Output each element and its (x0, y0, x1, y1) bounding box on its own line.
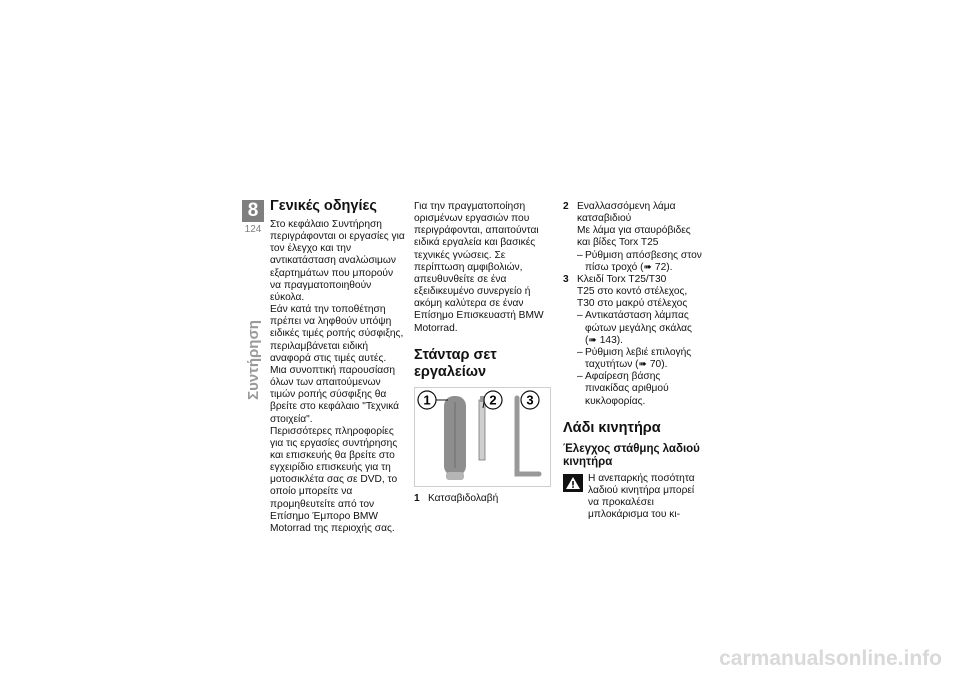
warning-note (563, 473, 703, 522)
dash-item: – Ρύθμιση απόσβεσης στον πίσω τροχό (➠ 72). (577, 249, 702, 273)
callout-1-label: 1 (423, 392, 431, 408)
column-3 (563, 201, 703, 521)
heading-toolkit: Στάνταρ σετ εργαλείων (414, 346, 497, 380)
callout-2-label: 2 (489, 392, 497, 408)
dash-text: Αφαίρεση βάσης πινακίδας αριθμού κυκλοφορίας. (585, 371, 669, 407)
section-title-vertical (238, 320, 268, 400)
dash-item: – Αντικατάσταση λάμπας φώτων μεγάλης σκάλας (➠ 143). (577, 310, 703, 346)
callout-3 (521, 391, 539, 409)
subheading-oil-level-check: Έλεγχος στάθμης λαδιού κινητήρα (563, 442, 700, 468)
callout-1 (418, 391, 448, 409)
page-number: 124 (244, 224, 262, 235)
toolkit-figure (414, 387, 551, 487)
paragraph: Στο κεφάλαιο Συντήρηση περιγράφονται οι εργασίες για τον έλεγχο και την αντικατάσταση αναλώσιμων εξαρτημάτων που μπορούν να πραγματοποιηθούν εύκολα. (270, 219, 405, 303)
heading-general-instructions: Γενικές οδηγίες (270, 198, 377, 214)
item-number: 1 (414, 492, 420, 504)
list-item-3 (563, 274, 703, 408)
callout-2 (483, 391, 502, 409)
item-number: 2 (563, 201, 569, 212)
dash-text: Αντικατάσταση λάμπας φώτων μεγάλης σκάλας (➠ 143). (585, 310, 692, 346)
paragraph: Εάν κατά την τοποθέτηση πρέπει να ληφθούν υπόψη ειδικές τιμές ροπής σύσφιξης, περιλαμβάνεται ειδική αναφορά στις τιμές αυτές. Μια συνοπτική παρουσίαση όλων των απαιτούμενων τιμών ροπής σύσφιξης θα βρείτε στο κεφάλαιο "Τεχνικά στοιχεία". (270, 304, 404, 425)
item-detail: T25 στο κοντό στέλεχος, T30 στο μακρύ στέλεχος (577, 286, 688, 310)
warning-icon (563, 474, 583, 492)
screwdriver-handle (444, 396, 466, 480)
item-title: Εναλλασσόμενη λάμα κατσαβιδιού (577, 201, 676, 225)
heading-engine-oil: Λάδι κινητήρα (563, 419, 661, 436)
dash-text: Ρύθμιση απόσβεσης στον πίσω τροχό (➠ 72). (585, 249, 702, 273)
paragraph: Για την πραγματοποίηση ορισμένων εργασιών που περιγράφονται, απαιτούνται ειδικά εργαλεία και βασικές τεχνικές γνώσεις. Σε περίπτωση αμφιβολιών, απευθυνθείτε σε ένα εξειδικευμένο συνεργείο ή ακόμη καλύτερα σε έναν Επίσημο Επισκευαστή BMW Motorrad. (414, 201, 544, 334)
item-number: 3 (563, 273, 569, 285)
column-1 (270, 198, 405, 535)
watermark: carmanualsonline.info (719, 647, 942, 670)
chapter-tab: 8 (242, 200, 264, 222)
item-text: Κατσαβιδολαβή (428, 492, 499, 504)
warning-text: Η ανεπαρκής ποσότητα λαδιού κινητήρα μπορεί να προκαλέσει μπλοκάρισμα του κι- (588, 472, 695, 521)
list-item-2 (563, 201, 703, 274)
section-title-text: Συντήρηση (244, 320, 262, 400)
torx-key (517, 398, 539, 474)
item-detail: Με λάμα για σταυρόβιδες και βίδες Torx T25 (577, 225, 691, 249)
toolkit-illustration (415, 388, 550, 486)
callout-3-label: 3 (526, 392, 534, 408)
dash-item: – Αφαίρεση βάσης πινακίδας αριθμού κυκλοφορίας. (577, 371, 703, 407)
column-2 (414, 201, 549, 505)
paragraph: Περισσότερες πληροφορίες για τις εργασίες συντήρησης και επισκευής θα βρείτε στο εγχειρίδιο επισκευής για τη μοτοσικλέτα σας σε DVD, το οποίο μπορείτε να προμηθευτείτε από τον Επίσημο Έμπορο BMW Motorrad της περιοχής σας. (270, 425, 398, 534)
screwdriver-blade (479, 396, 485, 460)
list-item-1 (414, 493, 549, 505)
dash-text: Ρύθμιση λεβιέ επιλογής ταχυτήτων (➠ 70). (585, 346, 692, 371)
item-title: Κλειδί Torx T25/T30 (577, 273, 667, 285)
dash-item: – Ρύθμιση λεβιέ επιλογής ταχυτήτων (➠ 70). (577, 347, 703, 371)
